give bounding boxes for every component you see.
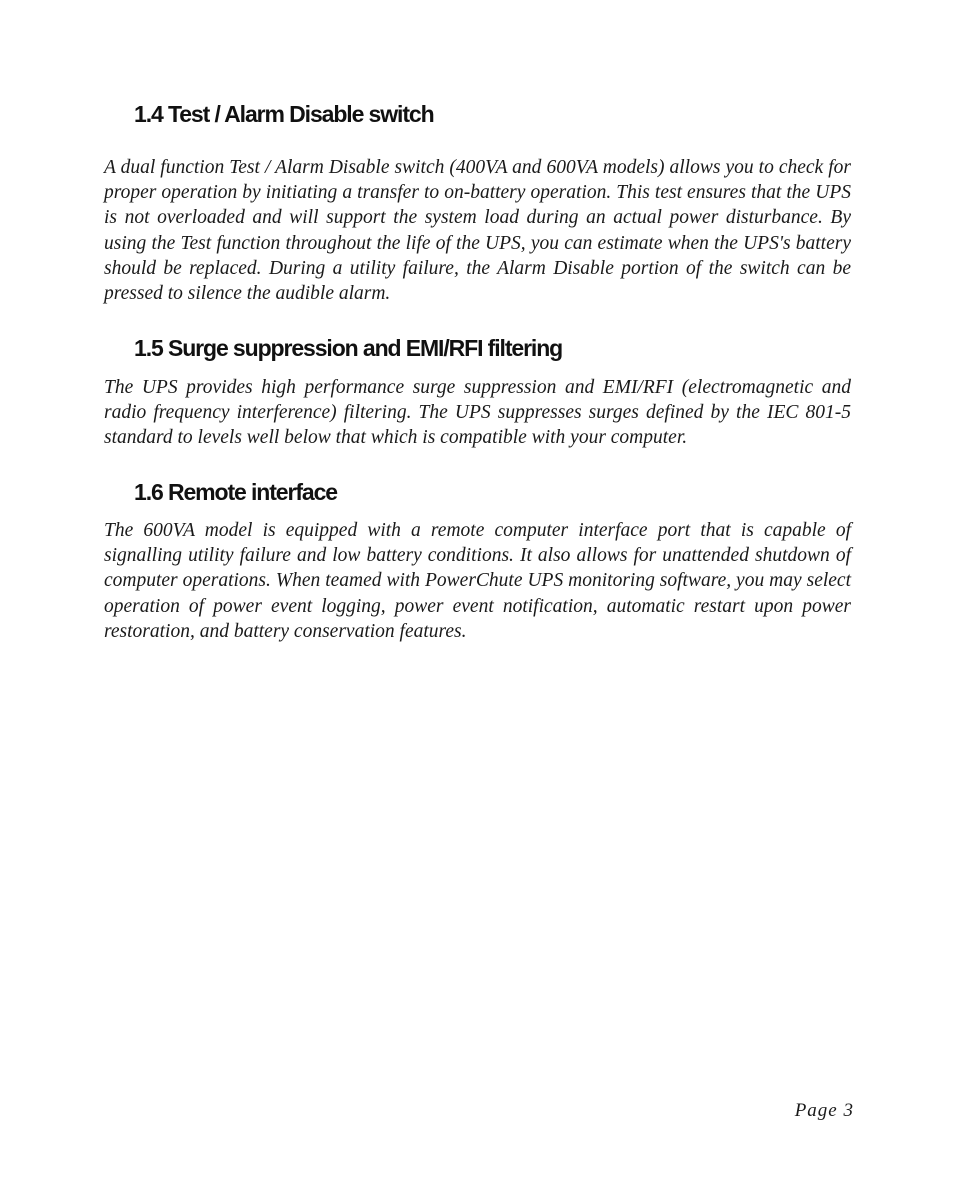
section-body-remote-interface: The 600VA model is equipped with a remote computer interface port that is capable of signalling utility failure and low battery conditions. It also allows for unattended shutdown of computer operations. When teamed with PowerChute UPS monitoring software, you may select operation of power event logging, power event notification, automatic restart upon power restoration, and battery conservation features. bbox=[104, 520, 851, 642]
section-heading-remote-interface: 1.6 Remote interface bbox=[134, 479, 337, 505]
section-body-test-alarm: A dual function Test / Alarm Disable switch (400VA and 600VA models) allows you to check for proper operation by initiating a transfer to on-battery operation. This test ensures that the UPS is not overloaded and will support the system load during an actual power disturbance. By using the Test function throughout the life of the UPS, you can estimate when the UPS's battery should be replaced. During a utility failure, the Alarm Disable portion of the switch can be pressed to silence the audible alarm. bbox=[104, 157, 851, 305]
section-heading-test-alarm: 1.4 Test / Alarm Disable switch bbox=[134, 101, 434, 127]
section-heading-surge-suppression: 1.5 Surge suppression and EMI/RFI filtering bbox=[134, 335, 563, 361]
section-body-surge-suppression: The UPS provides high performance surge suppression and EMI/RFI (electromagnetic and radio frequency interference) filtering. The UPS suppresses surges defined by the IEC 801-5 standard to levels well below that which is compatible with your computer. bbox=[104, 377, 851, 449]
page-number: Page 3 bbox=[794, 1100, 854, 1121]
